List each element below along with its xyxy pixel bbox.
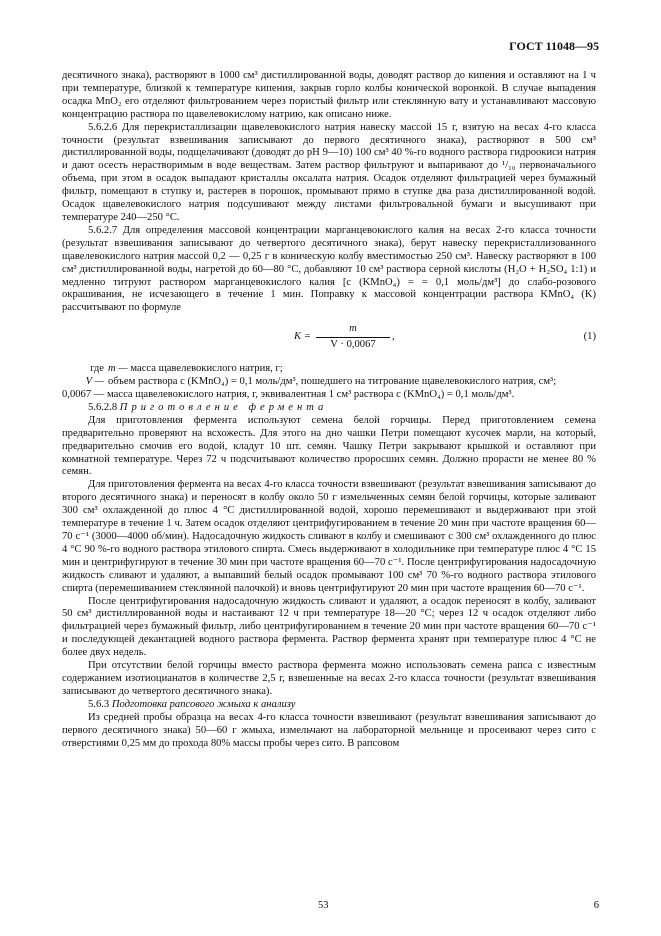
- paragraph-5-6-2-6: 5.6.2.6 Для перекристаллизации щавелевокислого натрия навеску массой 15 г, взятую на весах 4-го класса точности (результат взвешивания записывают до первого десятичного знака), растворяют в 500 см³ дистиллированной воды, подщелачивают (доводят до pH 9—10) 100 см³ 40 %-го водного раствора гидроокиси натрия и дают осесть нерастворимым в воде веществам. Затем раствор фильтруют и выпаривают до ¹/₁₀ первоначального объема, при этом в осадок выпадают кристаллы оксалата натрия. Осадок отделяют фильтрацией через бумажный фильтр, помещают в ступку и, растерев в порошок, промывают прямо в ступке два раза дистиллированной водой. Осадок щавелевокислого натрия подсушивают между листами фильтровальной бумаги и высушивают при температуре 240—250 °С.: [62, 121, 596, 223]
- formula-1: [62, 323, 596, 353]
- standard-header: ГОСТ 11048—95: [509, 39, 599, 53]
- formula-lhs: K =: [294, 331, 311, 343]
- paragraph: После центрифугирования надосадочную жидкость сливают и удаляют, а осадок переносят в колбу, заливают 50 см³ дистиллированной воды и настаивают 12 ч при температуре 18—20 °С; через 12 ч осадок отделяют либо фильтрацией через бумажный фильтр, либо центрифугированием в течение 20 мин при частоте вращения 60—70 с⁻¹ и последующей декантацией водного раствора фермента. Раствор фермента хранят при температуре плюс 4 °С не более двух недель.: [62, 595, 596, 659]
- definition-text: масса щавелевокислого натрия, г, эквивалентная 1 см³ раствора c (KMnO₄) = 0,1 моль/дм³.: [107, 389, 515, 401]
- definitions-list: [62, 363, 596, 389]
- paragraph: Для приготовления фермента на весах 4-го класса точности взвешивают (результат взвешивания записывают до второго десятичного знака) и переносят в колбу около 50 г измельченных семян белой горчицы, которые заливают 300 см³ охлажденной до плюс 4 °С дистиллированной водой, хорошо перемешивают и выдерживают при этой температуре в течение 1 ч. Затем осадок отделяют центрифугированием в течение 20 мин при частоте вращения 60—70 с⁻¹ (3000—4000 об/мин). Надосадочную жидкость сливают в колбу и смешивают с 300 см³ охлажденного до плюс 4 °С 90 %-го водного раствора этилового спирта. Смесь выдерживают в холодильнике при температуре плюс 4 °С 15 мин и центрифугируют в течение 30 мин при частоте вращения 60—70 с⁻¹. После центрифугирования надосадочную жидкость сливают и удаляют, а выпавший белый осадок промывают 100 см³ 70 %-го водного раствора этилового спирта (перемешиванием стеклянной палочкой) и вновь центрифугируют 20 мин при частоте вращения 60—70 с⁻¹.: [62, 479, 596, 594]
- section-title: Приготовление фермента: [119, 401, 328, 413]
- definition-text: объем раствора c (KMnO₄) = 0,1 моль/дм³, пошедшего на титрование щавелевокислого натрия, см³;: [108, 376, 557, 388]
- page-number: 6: [593, 900, 599, 911]
- paragraph: При отсутствии белой горчицы вместо раствора фермента можно использовать семена рапса с известным содержанием изотиоцианатов в количестве 2,5 г, взвешенные на весах 2-го класса точности (результат взвешивания записывают до четвертого десятичного знака).: [62, 660, 596, 697]
- formula-number: (1): [583, 331, 596, 343]
- formula-trail: ,: [392, 331, 395, 343]
- definition-key: m —: [108, 363, 128, 375]
- definition-key: V —: [85, 376, 104, 388]
- definition-text: масса щавелевокислого натрия, г;: [130, 363, 283, 375]
- section-title: Подготовка рапсового жмыха к анализу: [111, 698, 296, 710]
- paragraph: Для приготовления фермента используют семена белой горчицы. Перед приготовлением семена предварительно проверяют на всхожесть. Для этого на дно чашки Петри помещают кусочек марли, на который, предварительно смочив его водой, кладут 10 шт. семян. Чашку Петри закрывают крышкой и оставляют при комнатной температуре. Через 72 ч подсчитывают количество проросших семян. Должно прорасти не менее 80 % семян.: [62, 414, 596, 478]
- formula-fraction: [316, 323, 390, 352]
- footer-center-number: 53: [318, 900, 329, 911]
- section-number: 5.6.2.8: [88, 401, 118, 413]
- heading-5-6-3: [62, 699, 596, 712]
- definition-row: [62, 389, 596, 402]
- definitions-intro: где: [90, 363, 104, 375]
- formula-numerator: m: [316, 323, 390, 338]
- paragraph-5-6-2-7: 5.6.2.7 Для определения массовой концентрации марганцевокислого калия на весах 2-го класса точности (результат взвешивания записывают до четвертого десятичного знака), берут навеску перекристаллизованного щавелевокислого натрия массой 0,2 — 0,25 г в коническую колбу вместимостью 250 см³. Навеску растворяют в 100 см³ дистиллированной воды, нагретой до 60—80 °С, добавляют 10 см³ раствора серной кислоты (H₂O + H₂SO₄ 1:1) и медленно титруют раствором марганцевокислого калия [c (KMnO₄) = = 0,1 моль/дм³] до слабо-розового окрашивания, не исчезающего в течение 1 мин. Поправку к массовой концентрации раствора KMnO₄ (K) рассчитывают по формуле: [62, 224, 596, 314]
- paragraph: десятичного знака), растворяют в 1000 см³ дистиллированной воды, доводят раствор до кипения и оставляют на 1 ч при температуре, близкой к температуре кипения, закрыв горло колбы конической воронкой. В случае выпадения осадка MnO₂ его отделяют фильтрованием через пористый фильтр или стеклянную вату и устанавливают массовую концентрацию раствора по щавелевокислому натрию, как описано ниже.: [62, 70, 596, 120]
- formula-denominator: V · 0,0067: [330, 339, 376, 351]
- section-number: 5.6.3: [88, 698, 110, 710]
- heading-5-6-2-8: [62, 402, 596, 415]
- document-body: [62, 70, 596, 750]
- definition-key: 0,0067 —: [62, 389, 105, 401]
- paragraph: Из средней пробы образца на весах 4-го класса точности взвешивают (результат взвешивания записывают до первого десятичного знака) 50—60 г жмыха, измельчают на лабораторной мельнице и просеивают через сито с отверстиями 0,25 мм до прохода 80% массы пробы через сито. В рапсовом: [62, 711, 596, 749]
